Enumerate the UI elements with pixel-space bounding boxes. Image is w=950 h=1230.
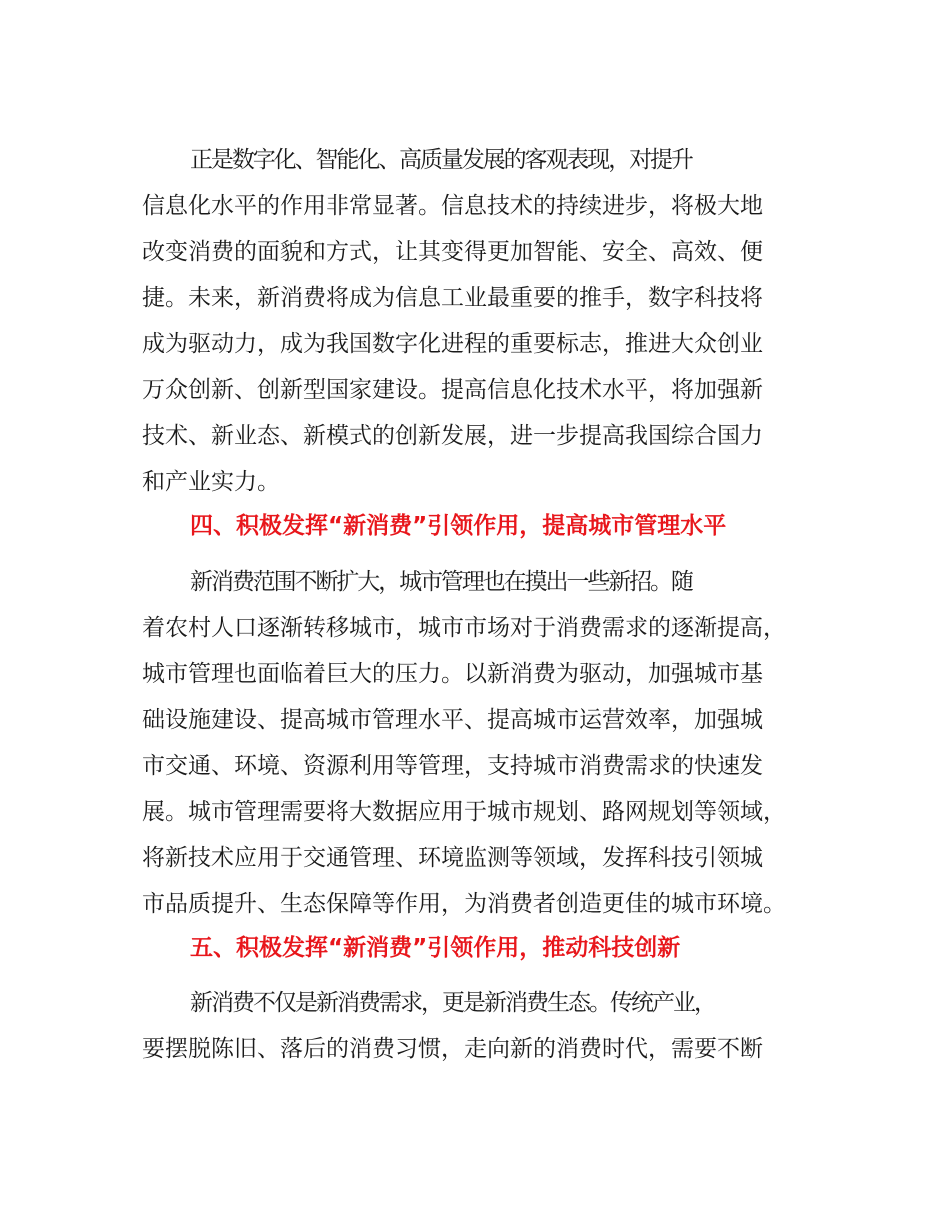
paragraph-line: 市交通、环境、资源利用等管理，支持城市消费需求的快速发 <box>142 753 763 779</box>
paragraph-line: 新消费范围不断扩大，城市管理也在摸出一些新招。随 <box>190 569 692 595</box>
paragraph-line: 和产业实力。 <box>142 469 280 495</box>
paragraph-line: 市品质提升、生态保障等作用，为消费者创造更佳的城市环境。 <box>142 891 786 917</box>
paragraph-line: 万众创新、创新型国家建设。提高信息化技术水平，将加强新 <box>142 377 763 403</box>
paragraph-line: 捷。未来，新消费将成为信息工业最重要的推手，数字科技将 <box>142 285 763 311</box>
paragraph-line: 信息化水平的作用非常显著。信息技术的持续进步，将极大地 <box>142 193 763 219</box>
paragraph-line: 新消费不仅是新消费需求，更是新消费生态。传统产业， <box>190 990 715 1016</box>
paragraph-line: 城市管理也面临着巨大的压力。以新消费为驱动，加强城市基 <box>142 661 763 687</box>
paragraph-line: 展。城市管理需要将大数据应用于城市规划、路网规划等领域， <box>142 799 786 825</box>
section-heading-5: 五、积极发挥“新消费”引领作用，推动科技创新 <box>190 935 681 961</box>
paragraph-line: 技术、新业态、新模式的创新发展，进一步提高我国综合国力 <box>142 423 763 449</box>
paragraph-line: 将新技术应用于交通管理、环境监测等领域，发挥科技引领城 <box>142 845 763 871</box>
section-heading-4: 四、积极发挥“新消费”引领作用，提高城市管理水平 <box>190 513 727 539</box>
paragraph-line: 正是数字化、智能化、高质量发展的客观表现，对提升 <box>190 147 692 173</box>
paragraph-line: 着农村人口逐渐转移城市，城市市场对于消费需求的逐渐提高， <box>142 615 786 641</box>
paragraph-line: 成为驱动力，成为我国数字化进程的重要标志，推进大众创业 <box>142 331 763 357</box>
paragraph-line: 改变消费的面貌和方式，让其变得更加智能、安全、高效、便 <box>142 239 763 265</box>
paragraph-line: 要摆脱陈旧、落后的消费习惯，走向新的消费时代，需要不断 <box>142 1036 763 1062</box>
paragraph-line: 础设施建设、提高城市管理水平、提高城市运营效率，加强城 <box>142 707 763 733</box>
